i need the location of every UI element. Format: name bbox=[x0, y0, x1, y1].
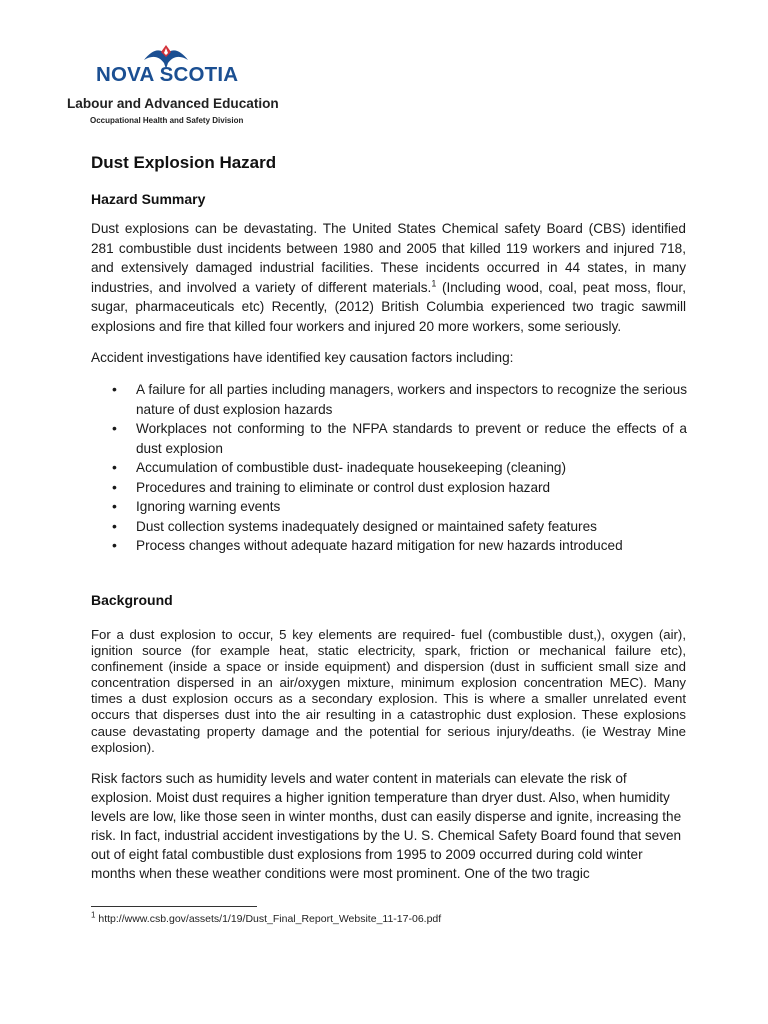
footnote-divider bbox=[91, 906, 257, 907]
background-paragraph-1: For a dust explosion to occur, 5 key elements are required- fuel (combustible dust,), oxygen (air), ignition source (for example heat, static electricity, spark, friction or mechanical failure etc), confinement (inside a space or inside equipment) and dispersion (dust in sufficient small size and concentration dispersed in an air/oxygen mixture, minimum explosion concentration MEC). Many times a dust explosion occurs as a secondary explosion. This is where a smaller unrelated event occurs that disperses dust into the air resulting in a catastrophic dust explosion. These explosions cause devastating property damage and the potential for serious injury/deaths. (ie Westray Mine explosion). bbox=[91, 627, 686, 755]
footnote-number: 1 bbox=[91, 910, 96, 920]
background-paragraph-2: Risk factors such as humidity levels and water content in materials can elevate the risk of explosion. Moist dust requires a higher ignition temperature than dryer dust. Also, when humidity levels are low, like those seen in winter months, dust can easily disperse and ignite, increasing the risk. In fact, industrial accident investigations by the U. S. Chemical Safety Board found that seven out of eight fatal combustible dust explosions from 1995 to 2009 occurred during cold winter months when these weather conditions were most prominent. One of the two tragic bbox=[91, 771, 682, 881]
list-item: • Ignoring warning events bbox=[91, 497, 687, 517]
list-item: • Procedures and training to eliminate or control dust explosion hazard bbox=[91, 478, 687, 498]
summary-text-a: Dust explosions can be devastating. The United States Chemical safety Board (CBS) identified 281 combustible dust incidents between 1980 and 2005 that killed 119 workers and injured 718, and extensively damaged industrial facilities. These incidents occurred in 44 states, in many industries, and involved a variety of different materials. bbox=[91, 221, 686, 295]
nova-scotia-logo bbox=[64, 44, 279, 128]
causation-intro: Accident investigations have identified key causation factors including: bbox=[91, 350, 514, 365]
logo-brand-text: NOVA SCOTIA bbox=[96, 63, 239, 86]
list-item: • Workplaces not conforming to the NFPA standards to prevent or reduce the effects of a dust explosion bbox=[91, 419, 687, 458]
logo-division: Occupational Health and Safety Division bbox=[90, 116, 244, 125]
footnote-url: http://www.csb.gov/assets/1/19/Dust_Final_Report_Website_11-17-06.pdf bbox=[95, 913, 442, 925]
list-item: • Accumulation of combustible dust- inadequate housekeeping (cleaning) bbox=[91, 458, 687, 478]
summary-text-b: (Including wood, coal, peat moss, flour, sugar, pharmaceuticals etc) Recently, (2012) British Columbia experienced two tragic sawmill explosions and fire that killed four workers and injured 20 more workers, some seriously. bbox=[91, 279, 686, 334]
causation-factors-list bbox=[91, 380, 687, 556]
footnote-ref: 1 bbox=[431, 277, 437, 288]
summary-paragraph bbox=[91, 219, 686, 336]
document-title: Dust Explosion Hazard bbox=[91, 153, 277, 172]
list-item: • Process changes without adequate hazard mitigation for new hazards introduced bbox=[91, 536, 687, 556]
list-item: • A failure for all parties including managers, workers and inspectors to recognize the serious nature of dust explosion hazards bbox=[91, 380, 687, 419]
background-heading: Background bbox=[91, 592, 173, 608]
hazard-summary-heading: Hazard Summary bbox=[91, 191, 206, 207]
list-item: • Dust collection systems inadequately designed or maintained safety features bbox=[91, 517, 687, 537]
footnote bbox=[91, 910, 442, 925]
logo-department: Labour and Advanced Education bbox=[67, 96, 279, 111]
